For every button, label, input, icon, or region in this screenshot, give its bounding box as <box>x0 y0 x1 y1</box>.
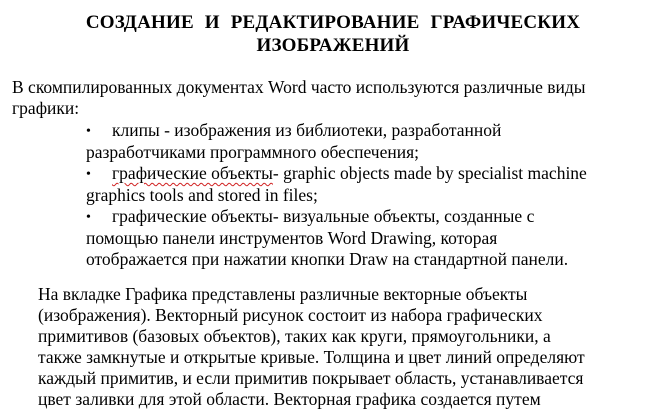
paragraph-line: каждый примитив, и если примитив покрывает область, устанавливается <box>38 368 584 388</box>
bullet-icon: • <box>86 167 91 182</box>
list-item-graphic-objects-files <box>86 163 646 206</box>
title-line-1: СОЗДАНИЕ И РЕДАКТИРОВАНИЕ ГРАФИЧЕСКИХ <box>85 12 581 33</box>
paragraph-line: цвет заливки для этой области. Векторная графика создается путем <box>38 389 541 409</box>
list-item-text: отображается при нажатии кнопки Draw на стандартной панели. <box>86 249 569 269</box>
list-item-text: graphics tools and stored in files; <box>86 185 318 205</box>
list-item-text: клипы - изображения из библиотеки, разработанной <box>112 120 502 140</box>
paragraph-line: также замкнутые и открытые кривые. Толщина и цвет линий определяют <box>38 347 585 367</box>
spellcheck-flagged-text[interactable]: графические объекты <box>112 163 273 183</box>
paragraph-line: примитивов (базовых объектов), таких как круги, прямоугольники, а <box>38 326 551 346</box>
paragraph-line: На вкладке Графика представлены различные векторные объекты <box>38 284 528 304</box>
list-item-graphic-objects-drawing <box>86 206 646 270</box>
list-item-text: помощью панели инструментов Word Drawing, которая <box>86 228 498 248</box>
graphics-types-list <box>86 120 646 270</box>
intro-line-2: графики: <box>12 98 80 118</box>
list-item-text: графические объекты- визуальные объекты, созданные с <box>112 206 535 226</box>
bullet-icon: • <box>86 210 91 225</box>
list-item-clips <box>86 120 646 163</box>
bullet-icon: • <box>86 124 91 139</box>
document-title <box>0 11 666 57</box>
list-item-text: - graphic objects made by specialist machine <box>272 163 587 183</box>
intro-paragraph <box>12 77 652 119</box>
vector-graphics-paragraph <box>38 284 648 410</box>
intro-line-1: В скомпилированных документах Word часто используются различные виды <box>12 77 586 97</box>
title-line-2: ИЗОБРАЖЕНИЙ <box>256 35 410 56</box>
paragraph-line: (изображения). Векторный рисунок состоит из набора графических <box>38 305 543 325</box>
list-item-text: разработчиками программного обеспечения; <box>86 142 419 162</box>
